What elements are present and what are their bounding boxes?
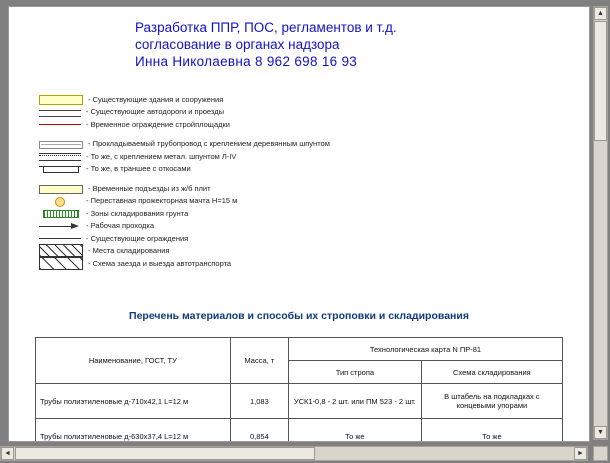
existing-roads-symbol-icon — [39, 110, 81, 117]
table-row — [36, 419, 563, 443]
searchlight-mast-symbol-icon — [39, 196, 81, 206]
legend-item-label: - Временное ограждение стройплощадки — [86, 119, 230, 129]
cell-mass: 0,854 — [230, 419, 288, 443]
title-line-2: согласование в органах надзора — [135, 37, 340, 52]
existing-buildings-symbol-icon — [39, 95, 83, 105]
legend-item-label: - Места складирования — [88, 246, 170, 255]
legend-item-label: - Прокладываемый трубопровод с креплением деревянным шпунтом — [88, 139, 330, 148]
legend-item — [39, 106, 459, 118]
vertical-scrollbar[interactable] — [593, 6, 608, 440]
legend-item — [39, 207, 459, 219]
horizontal-scrollbar-thumb[interactable] — [15, 447, 315, 460]
cell-sling-type: УСК1-0,8 - 2 шт. или ПМ 523 - 2 шт. — [288, 384, 421, 419]
document-page — [8, 6, 590, 442]
legend-item-label: - Существующие автодороги и проезды — [86, 107, 224, 116]
column-header-sling-type: Тип стропа — [288, 361, 421, 384]
legend-spacer — [39, 131, 459, 138]
legend-item-label: - Зоны складирования грунта — [86, 208, 189, 218]
legend-item — [39, 245, 459, 257]
column-header-name: Наименование, ГОСТ, ТУ — [36, 338, 231, 384]
materials-table — [35, 337, 563, 442]
legend-item — [39, 220, 459, 232]
table-header-row — [36, 338, 563, 361]
pipeline-metal-sheet-symbol-icon — [39, 151, 81, 161]
legend-item-label: - Переставная прожекторная мачта Н=15 м — [86, 196, 238, 205]
scrollbar-corner — [593, 446, 608, 461]
legend-item-label: - Временные подъезды из ж/б плит — [88, 183, 211, 193]
column-header-storage-scheme: Схема складирования — [421, 361, 562, 384]
vehicle-entry-exit-symbol-icon — [39, 257, 83, 270]
legend — [39, 93, 459, 270]
legend-item — [39, 93, 459, 105]
legend-item-label: - Существующие ограждения — [86, 233, 189, 243]
legend-item — [39, 257, 459, 269]
legend-spacer — [39, 175, 459, 182]
legend-item — [39, 163, 459, 175]
pipeline-wood-sheet-symbol-icon — [39, 141, 83, 149]
cell-name: Трубы полиэтиленовые д-710х42,1 L=12 м — [36, 384, 231, 419]
legend-item-label: - Схема заезда и выезда автотранспорта — [88, 258, 232, 268]
legend-item-label: - Рабочая проходка — [86, 221, 155, 230]
scroll-down-button[interactable]: ▼ — [594, 426, 607, 439]
table-row — [36, 384, 563, 419]
vertical-scrollbar-thumb[interactable] — [594, 21, 607, 141]
legend-item — [39, 232, 459, 244]
section-heading: Перечень материалов и способы их строповки и складирования — [129, 310, 469, 322]
storage-places-symbol-icon — [39, 244, 83, 257]
legend-item-label: - То же, в траншее с откосами — [86, 164, 191, 173]
legend-item — [39, 182, 459, 194]
scroll-right-button[interactable]: ► — [574, 447, 587, 460]
legend-item-label: - Существующие здания и сооружения — [88, 94, 224, 104]
legend-item-label: - То же, с креплением метал. шпунтом Л-IV — [86, 151, 237, 161]
cell-name: Трубы полиэтиленовые д-630х37,4 L=12 м — [36, 419, 231, 443]
cell-storage-scheme: То же — [421, 419, 562, 443]
legend-item — [39, 118, 459, 130]
cell-mass: 1,083 — [230, 384, 288, 419]
legend-item — [39, 150, 459, 162]
worker-passage-symbol-icon — [39, 221, 81, 231]
title-line-3: Инна Николаевна 8 962 698 16 93 — [135, 54, 358, 69]
legend-item — [39, 195, 459, 207]
existing-fence-symbol-icon — [39, 233, 81, 243]
temporary-fence-symbol-icon — [39, 119, 81, 129]
column-header-mass: Масса, т — [230, 338, 288, 384]
pipeline-trench-slopes-symbol-icon — [39, 164, 81, 174]
title-line-1: Разработка ППР, ПОС, регламентов и т.д. — [135, 20, 397, 35]
scroll-left-button[interactable]: ◄ — [1, 447, 14, 460]
legend-item — [39, 138, 459, 150]
cell-storage-scheme: В штабель на подкладках с концевыми упорами — [421, 384, 562, 419]
scroll-up-button[interactable]: ▲ — [594, 7, 607, 20]
soil-storage-zone-symbol-icon — [39, 208, 81, 218]
page-title — [135, 19, 555, 70]
cell-sling-type: То же — [288, 419, 421, 443]
horizontal-scrollbar[interactable] — [0, 446, 588, 461]
column-header-tech-card: Технологическая карта N ПР-81 — [288, 338, 562, 361]
temporary-slab-roads-symbol-icon — [39, 185, 83, 194]
